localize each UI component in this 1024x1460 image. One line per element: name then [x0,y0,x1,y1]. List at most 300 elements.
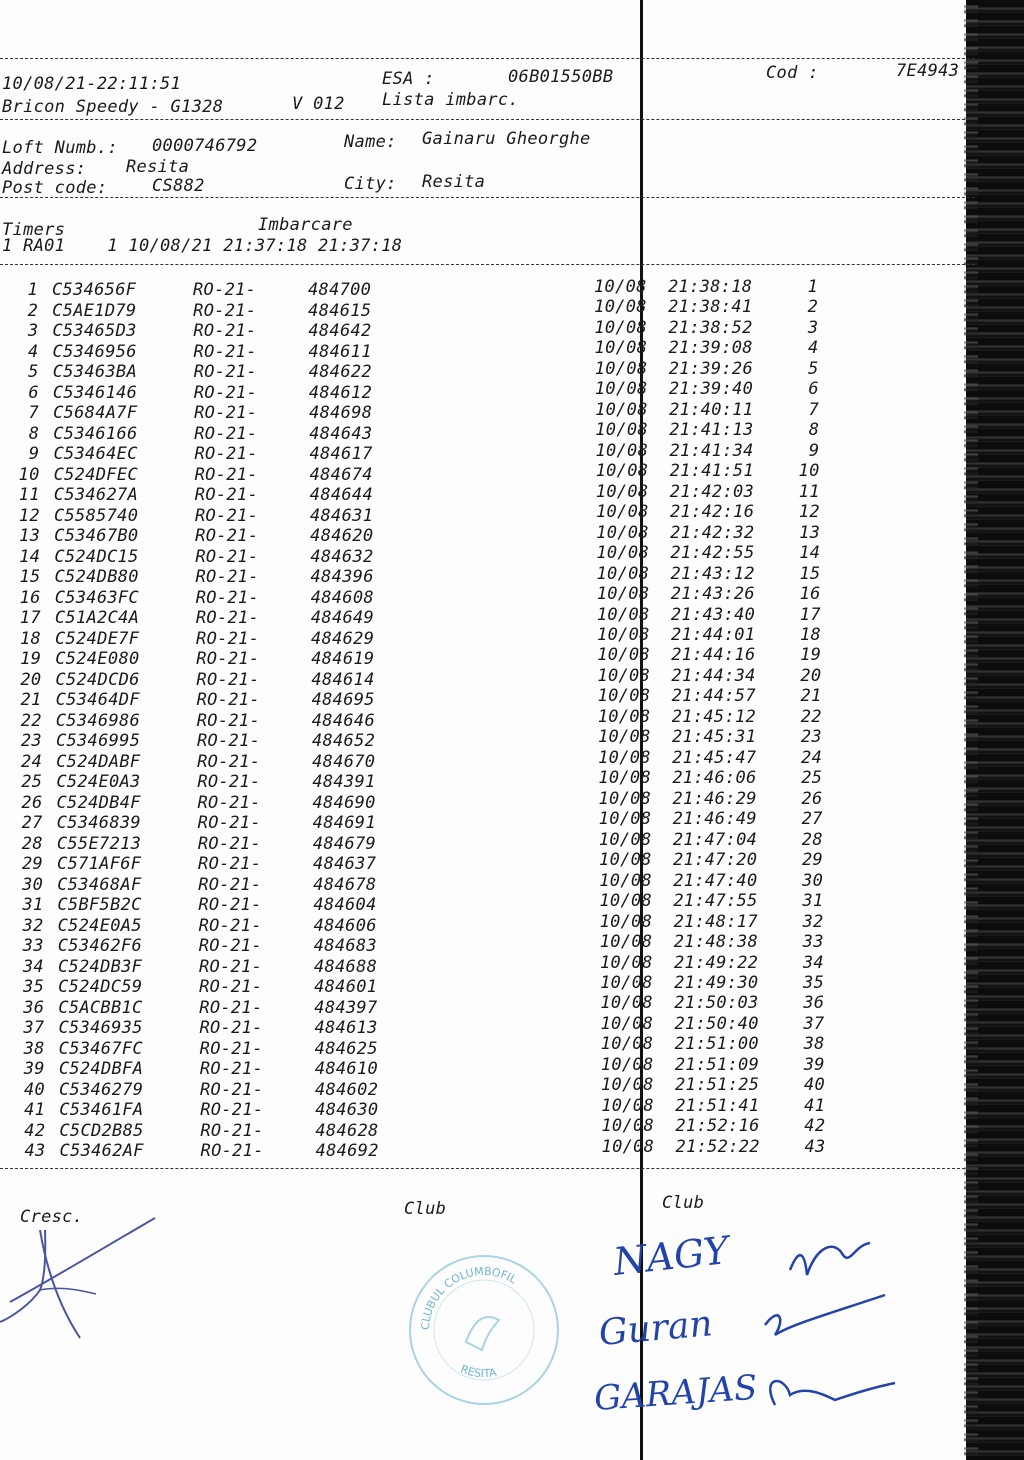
arrival-date: 10/08 [595,440,649,461]
ring-prefix: RO-21- [196,710,260,731]
pigeon-index: 7 [28,403,40,423]
separator [0,119,975,120]
ring-number: 484397 [314,997,378,1018]
postcode-value: CS882 [152,176,205,196]
arrival-position: 41 [804,1095,826,1116]
arrival-date: 10/08 [595,420,648,441]
club-signatures [585,1225,905,1435]
pigeon-index: 17 [19,608,41,628]
arrival-time: 21:52:16 [675,1116,760,1137]
ring-prefix: RO-21- [198,854,262,874]
arrival-time: 21:46:29 [672,788,757,809]
chip-code: C53462AF [59,1141,144,1161]
chip-code: C53465D3 [52,321,137,341]
ring-number: 484625 [314,1038,378,1059]
arrival-position: 28 [801,829,823,850]
pigeon-index: 39 [23,1059,45,1079]
ring-prefix: RO-21- [196,669,260,690]
arrival-time: 21:41:51 [669,461,754,482]
pigeon-index: 24 [21,751,43,772]
ring-number: 484679 [312,833,377,854]
ring-prefix: RO-21- [194,423,258,444]
ring-prefix: RO-21- [200,1079,264,1100]
ring-prefix: RO-21- [199,977,263,997]
breeder-signature [0,1207,170,1350]
arrival-date: 10/08 [598,788,652,809]
pigeon-index: 41 [24,1100,46,1120]
chip-code: C5346995 [55,731,141,751]
arrival-position: 1 [807,277,818,297]
arrival-position: 27 [801,809,823,830]
ring-number: 484606 [313,915,377,936]
ring-prefix: RO-21- [193,362,257,382]
ring-number: 484678 [313,874,377,895]
arrival-time: 21:43:12 [670,563,755,584]
chip-code: C53463FC [54,587,139,608]
arrival-position: 13 [799,522,821,543]
arrival-time: 21:38:41 [668,297,753,318]
pigeon-row [0,1136,860,1163]
chip-code: C5684A7F [53,403,138,423]
arrival-date: 10/08 [599,952,653,973]
arrival-position: 29 [801,850,824,871]
arrival-position: 4 [807,338,819,359]
arrival-time: 21:42:32 [670,522,755,543]
pigeon-index: 12 [18,505,40,526]
ring-number: 484698 [309,403,373,423]
arrival-date: 10/08 [594,297,647,318]
ring-number: 484690 [312,792,376,813]
separator [0,58,975,59]
chip-code: C524DB4F [56,792,141,813]
ring-prefix: RO-21- [194,505,259,526]
arrival-position: 37 [803,1013,825,1034]
arrival-time: 21:44:01 [671,625,756,645]
pigeon-index: 14 [19,546,41,567]
postcode-label: Post code: [2,178,108,198]
ring-prefix: RO-21- [199,997,263,1018]
ring-number: 484622 [308,362,372,382]
stamp-text-bottom: RESITA [458,1362,498,1381]
esa-value: 06B01550BB [508,67,614,87]
arrival-position: 42 [804,1116,826,1137]
arrival-date: 10/08 [601,1095,654,1116]
chip-code: C534627A [53,485,139,505]
ring-prefix: RO-21- [198,936,262,956]
ring-number: 484630 [315,1100,379,1120]
chip-code: C524DB3F [57,956,143,977]
arrival-date: 10/08 [595,461,649,482]
ring-number: 484604 [313,895,377,915]
chip-code: C5BF5B2C [57,895,142,915]
pigeon-index: 21 [20,690,42,710]
chip-code: C534656F [52,280,137,300]
print-datetime: 10/08/21-22:11:51 [2,74,182,94]
arrival-position: 10 [798,461,820,482]
arrival-date: 10/08 [600,1054,654,1075]
arrival-time: 21:45:47 [672,747,757,768]
address-label: Address: [2,159,87,179]
arrival-time: 21:48:17 [673,911,758,932]
ring-number: 484615 [308,300,372,321]
arrival-position: 26 [801,788,823,809]
pigeon-index: 42 [24,1120,46,1141]
pigeon-index: 11 [18,485,40,505]
arrival-time: 21:47:55 [673,891,758,912]
ring-prefix: RO-21- [196,628,260,649]
arrival-time: 21:51:00 [674,1034,759,1055]
ring-prefix: RO-21- [195,587,259,608]
arrival-position: 3 [807,317,819,338]
pigeon-index: 38 [23,1038,45,1059]
ring-number: 484632 [310,546,374,567]
ring-number: 484649 [310,608,375,628]
owner-name: Gainaru Gheorghe [422,129,591,149]
ring-number: 484617 [309,444,373,464]
pigeon-index: 40 [23,1079,46,1100]
timer-row: 1 RA01 1 10/08/21 21:37:18 21:37:18 [2,236,403,256]
arrival-position: 12 [798,502,820,523]
arrival-time: 21:41:34 [669,440,754,461]
arrival-time: 21:42:03 [669,481,755,502]
arrival-date: 10/08 [597,665,651,686]
ring-prefix: RO-21- [200,1141,264,1161]
ring-prefix: RO-21- [194,464,258,485]
svg-text:Guran: Guran [597,1303,715,1354]
arrival-time: 21:39:08 [668,338,753,359]
arrival-position: 9 [808,440,820,461]
arrival-time: 21:49:30 [674,972,759,993]
pigeon-index: 6 [28,382,39,403]
ring-prefix: RO-21- [196,690,260,710]
cresc-label: Cresc. [20,1207,84,1227]
ring-prefix: RO-21- [195,567,259,587]
arrival-date: 10/08 [599,932,653,953]
ring-number: 484700 [308,280,372,300]
arrival-time: 21:51:41 [675,1095,760,1116]
ring-prefix: RO-21- [194,485,259,505]
chip-code: C5585740 [53,505,139,526]
ring-number: 484644 [309,485,374,505]
ring-prefix: RO-21- [195,526,259,546]
arrival-position: 35 [803,972,825,993]
arrival-date: 10/08 [595,399,648,420]
arrival-position: 25 [801,768,823,789]
ring-prefix: RO-21- [199,1038,263,1059]
arrival-position: 7 [808,399,820,420]
arrival-date: 10/08 [600,1034,654,1055]
chip-code: C53461FA [59,1100,144,1120]
arrival-time: 21:47:04 [672,829,758,850]
arrival-time: 21:46:06 [672,768,757,789]
pigeon-index: 28 [21,833,43,854]
ring-number: 484608 [310,587,374,608]
chip-code: C5AE1D79 [52,300,137,321]
pigeon-index: 15 [19,567,41,587]
ring-number: 484614 [311,669,375,690]
chip-code: C5ACBB1C [58,997,143,1018]
cod-label: Cod : [766,63,819,83]
arrival-time: 21:47:20 [673,850,758,871]
arrival-position: 6 [808,379,819,400]
arrival-date: 10/08 [598,809,652,830]
chip-code: C53464EC [53,444,138,464]
arrival-date: 10/08 [594,317,648,338]
arrival-date: 10/08 [601,1075,654,1096]
ring-number: 484643 [309,423,373,444]
arrival-position: 18 [799,625,822,645]
chip-code: C524DC15 [54,546,139,567]
arrival-date: 10/08 [596,604,650,625]
ring-number: 484620 [310,526,374,546]
ring-prefix: RO-21- [194,444,258,464]
chip-code: C5346279 [59,1079,144,1100]
chip-code: C524DCD6 [55,669,140,690]
ring-number: 484391 [312,772,376,792]
arrival-position: 30 [802,870,824,891]
loft-number: 0000746792 [152,136,258,156]
ring-number: 484695 [311,690,375,710]
arrival-date: 10/08 [600,1013,654,1034]
ring-number: 484674 [309,464,373,485]
arrival-position: 8 [808,420,820,441]
chip-code: C53467FC [58,1038,143,1059]
ring-number: 484642 [308,321,372,341]
stamp-text-top: CLUBUL COLUMBOFIL [418,1264,519,1331]
chip-code: C5346166 [53,423,138,444]
ring-number: 484670 [312,751,376,772]
arrival-time: 21:44:57 [671,686,756,707]
pigeon-index: 9 [28,444,40,464]
arrival-time: 21:46:49 [672,809,757,830]
arrival-time: 21:40:11 [669,399,754,420]
ring-prefix: RO-21- [198,956,263,977]
arrival-time: 21:44:34 [671,665,756,686]
ring-number: 484646 [311,710,375,731]
chip-code: C524DFEC [53,464,138,485]
arrival-position: 31 [802,891,824,912]
arrival-date: 10/08 [596,584,650,605]
ring-number: 484688 [313,956,378,977]
arrival-time: 21:45:31 [671,727,757,748]
arrival-position: 33 [802,932,824,953]
arrival-date: 10/08 [597,625,650,645]
scan-edge-noise-inner [964,0,978,1460]
pigeon-index: 26 [21,792,43,813]
arrival-date: 10/08 [594,379,648,400]
arrival-position: 16 [799,584,821,605]
imbarcare-label: Imbarcare [258,215,353,235]
ring-prefix: RO-21- [199,1018,263,1038]
ring-number: 484628 [315,1120,379,1141]
ring-number: 484611 [308,341,372,362]
ring-number: 484601 [314,977,378,997]
arrival-position: 23 [800,727,822,748]
ring-number: 484691 [312,813,376,833]
ring-number: 484602 [315,1079,379,1100]
ring-number: 484610 [314,1059,379,1079]
arrival-position: 19 [800,645,822,666]
arrival-time: 21:48:38 [673,932,759,953]
pigeon-index: 16 [19,587,41,608]
arrival-position: 11 [798,481,820,502]
city-value: Resita [422,172,486,192]
ring-prefix: RO-21- [200,1120,264,1141]
ring-number: 484613 [314,1018,378,1038]
arrival-position: 34 [802,952,824,973]
chip-code: C53467B0 [54,526,139,546]
ring-prefix: RO-21- [197,813,261,833]
chip-code: C5CD2B85 [59,1120,144,1141]
ring-number: 484683 [313,936,377,956]
ring-number: 484652 [311,731,376,751]
chip-code: C571AF6F [57,854,142,874]
pigeon-index: 19 [20,649,42,669]
arrival-position: 2 [807,297,819,318]
arrival-time: 21:51:25 [675,1075,760,1096]
ring-number: 484631 [309,505,374,526]
cod-value: 7E4943 [896,61,960,81]
chip-code: C524DBFA [58,1059,144,1079]
separator [0,197,975,198]
arrival-date: 10/08 [598,829,652,850]
chip-code: C5346956 [52,341,137,362]
arrival-position: 14 [799,543,821,564]
chip-code: C5346986 [55,710,141,731]
pigeon-index: 29 [21,854,44,874]
arrival-position: 21 [800,686,822,707]
ring-prefix: RO-21- [197,833,262,854]
chip-code: C55E7213 [56,833,142,854]
arrival-time: 21:49:22 [673,952,759,973]
arrival-position: 32 [802,911,824,932]
pigeon-index: 2 [27,300,39,321]
arrival-time: 21:42:55 [670,543,755,564]
arrival-date: 10/08 [598,747,651,768]
pigeon-index: 22 [20,710,42,731]
city-label: City: [344,174,397,194]
club-label: Club [662,1193,705,1213]
pigeon-index: 10 [18,464,40,485]
chip-code: C53468AF [57,874,142,895]
pigeon-index: 37 [23,1018,45,1038]
arrival-date: 10/08 [596,522,649,543]
club-label: Club [404,1199,447,1219]
chip-code: C5346146 [52,382,138,403]
arrival-time: 21:50:03 [674,993,759,1014]
arrival-date: 10/08 [595,481,649,502]
pigeon-index: 3 [27,321,39,341]
pigeon-index: 13 [19,526,41,546]
arrival-position: 5 [808,358,819,379]
ring-prefix: RO-21- [193,341,257,362]
pigeon-index: 1 [27,280,38,300]
ring-number: 484637 [313,854,377,874]
chip-code: C5346935 [58,1018,143,1038]
system-name: Bricon Speedy - G1328 [2,97,224,117]
arrival-date: 10/08 [594,338,648,359]
chip-code: C524E0A3 [56,772,141,792]
chip-code: C53462F6 [57,936,143,956]
pigeon-index: 27 [21,813,43,833]
ring-prefix: RO-21- [197,792,261,813]
ring-prefix: RO-21- [198,915,262,936]
arrival-time: 21:43:40 [670,604,756,625]
ring-prefix: RO-21- [196,649,260,669]
arrival-position: 24 [801,747,823,768]
pigeon-index: 35 [23,977,45,997]
system-version: V 012 [292,94,345,114]
arrival-date: 10/08 [594,358,648,379]
chip-code: C524E0A5 [57,915,142,936]
ring-prefix: RO-21- [195,608,260,628]
ring-prefix: RO-21- [200,1100,264,1120]
pigeon-index: 36 [23,997,45,1018]
ring-prefix: RO-21- [199,1059,264,1079]
pigeon-index: 18 [19,628,42,649]
arrival-date: 10/08 [597,706,651,727]
arrival-time: 21:39:40 [668,379,754,400]
ring-prefix: RO-21- [194,403,258,423]
arrival-time: 21:51:09 [674,1054,760,1075]
arrival-date: 10/08 [599,870,652,891]
ring-prefix: RO-21- [198,895,262,915]
timers-label: Timers [2,220,66,240]
ring-prefix: RO-21- [195,546,259,567]
separator [0,264,975,265]
club-stamp [404,1250,564,1410]
arrival-time: 21:47:40 [673,870,758,891]
arrival-position: 36 [803,993,825,1014]
arrival-time: 21:38:18 [668,277,753,297]
chip-code: C53464DF [55,690,140,710]
arrival-date: 10/08 [597,686,651,707]
ring-prefix: RO-21- [197,751,261,772]
arrival-date: 10/08 [600,993,653,1014]
pigeon-index: 5 [28,362,39,382]
arrival-date: 10/08 [601,1136,655,1157]
arrival-time: 21:50:40 [674,1013,759,1034]
arrival-position: 20 [800,665,822,686]
ring-number: 484612 [308,382,373,403]
arrival-date: 10/08 [597,727,651,748]
arrival-time: 21:39:26 [668,358,753,379]
svg-text:NAGY: NAGY [611,1228,731,1284]
arrival-date: 10/08 [595,502,649,523]
pigeon-index: 31 [22,895,44,915]
ring-prefix: RO-21- [198,874,262,895]
arrival-date: 10/08 [598,768,651,789]
arrival-date: 10/08 [596,563,650,584]
arrival-date: 10/08 [594,277,647,297]
pigeon-index: 23 [20,731,42,751]
arrival-time: 21:38:52 [668,317,753,338]
ring-number: 484629 [311,628,375,649]
ring-prefix: RO-21- [193,382,258,403]
arrival-time: 21:52:22 [675,1136,760,1157]
address-value: Resita [126,157,190,177]
arrival-time: 21:42:16 [669,502,755,523]
chip-code: C524DE7F [55,628,140,649]
pigeon-index: 20 [20,669,42,690]
ring-number: 484396 [310,567,374,587]
chip-code: C53463BA [52,362,137,382]
arrival-position: 43 [804,1136,826,1157]
arrival-position: 17 [799,604,821,625]
chip-code: C5346839 [56,813,141,833]
arrival-time: 21:41:13 [669,420,754,441]
arrival-time: 21:45:12 [671,706,757,727]
